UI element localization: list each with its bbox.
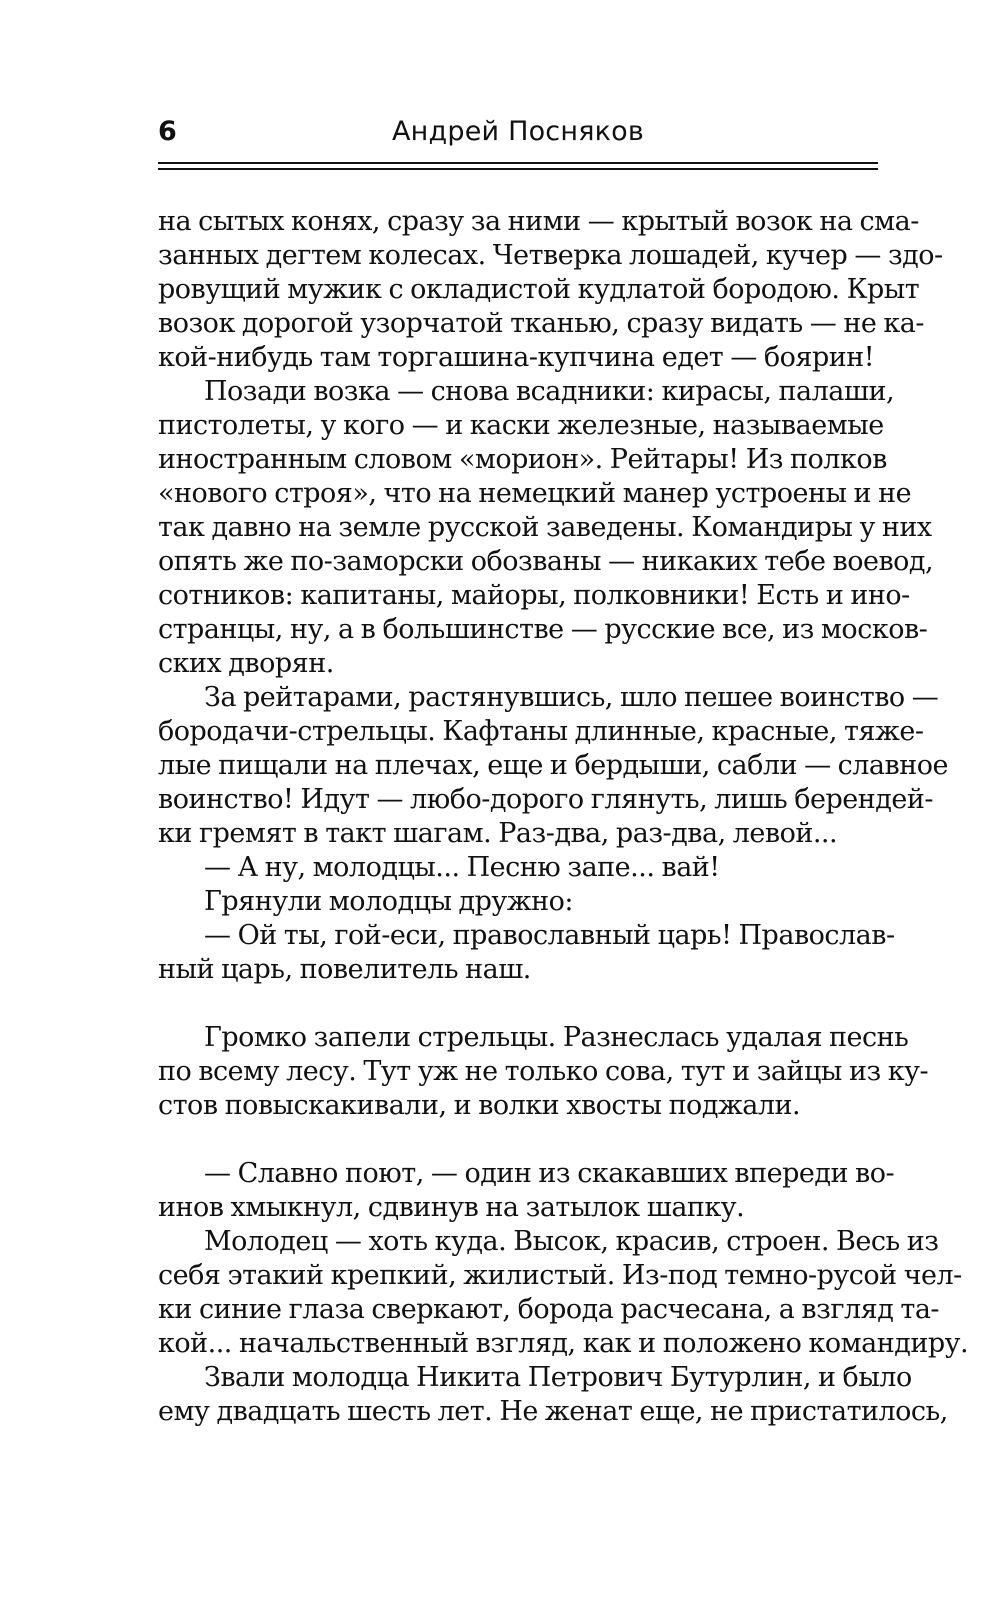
paragraph-gap bbox=[158, 987, 878, 1021]
text-line: «нового строя», что на немецкий манер устроены и не bbox=[158, 478, 912, 509]
page-number: 6 bbox=[158, 116, 177, 147]
text-line: инов хмыкнул, сдвинув на затылок шапку. bbox=[158, 1192, 745, 1223]
text-line: ки синие глаза сверкают, борода расчесана, а взгляд та- bbox=[158, 1294, 940, 1325]
text-line: пистолеты, у кого — и каски железные, называемые bbox=[158, 410, 884, 441]
text-line: Звали молодца Никита Петрович Бутурлин, и было bbox=[204, 1362, 912, 1393]
text-line: — А ну, молодцы... Песню запе... вай! bbox=[204, 852, 720, 883]
text-line: ный царь, повелитель наш. bbox=[158, 954, 531, 985]
text-line: сотников: капитаны, майоры, полковники! Есть и ино- bbox=[158, 580, 910, 611]
text-line: За рейтарами, растянувшись, шло пешее воинство — bbox=[204, 682, 939, 713]
text-line: ки гремят в такт шагам. Раз-два, раз-два, левой... bbox=[158, 818, 838, 849]
text-line: ских дворян. bbox=[158, 648, 334, 679]
text-line: Грянули молодцы дружно: bbox=[204, 886, 574, 917]
body-text bbox=[158, 205, 969, 1429]
text-line: занных дегтем колесах. Четверка лошадей, кучер — здо- bbox=[158, 240, 943, 271]
text-line: бородачи-стрельцы. Кафтаны длинные, красные, тяже- bbox=[158, 716, 924, 747]
text-line: странцы, ну, а в большинстве — русские все, из москов- bbox=[158, 614, 928, 645]
text-line: лые пищали на плечах, еще и бердыши, сабли — славное bbox=[158, 750, 948, 781]
running-title: Андрей Посняков bbox=[392, 116, 644, 147]
text-line: ровущий мужик с окладистой кудлатой бородою. Крыт bbox=[158, 274, 920, 305]
text-line: Громко запели стрельцы. Разнеслась удалая песнь bbox=[204, 1022, 909, 1053]
text-line: кой-нибудь там торгашина-купчина едет — боярин! bbox=[158, 342, 875, 373]
text-line: ему двадцать шесть лет. Не женат еще, не пристатилось, bbox=[158, 1396, 948, 1427]
header-rule-top bbox=[158, 162, 878, 164]
text-line: — Славно поют, — один из скакавших впереди во- bbox=[204, 1158, 895, 1189]
text-line: воинство! Идут — любо-дорого глянуть, лишь берендей- bbox=[158, 784, 934, 815]
text-line: на сытых конях, сразу за ними — крытый возок на сма- bbox=[158, 206, 919, 237]
text-line: себя этакий крепкий, жилистый. Из-под темно-русой чел- bbox=[158, 1260, 962, 1291]
text-line: кой... начальственный взгляд, как и положено командиру. bbox=[158, 1328, 969, 1359]
text-line: Молодец — хоть куда. Высок, красив, строен. Весь из bbox=[204, 1226, 939, 1257]
text-line: Позади возка — снова всадники: кирасы, палаши, bbox=[204, 376, 895, 407]
text-line: так давно на земле русской заведены. Командиры у них bbox=[158, 512, 932, 543]
text-line: — Ой ты, гой-еси, православный царь! Православ- bbox=[204, 920, 895, 951]
paragraph-gap bbox=[158, 1123, 878, 1157]
page-header bbox=[158, 112, 878, 152]
text-line: опять же по-заморски обозваны — никаких тебе воевод, bbox=[158, 546, 934, 577]
header-rule-bottom bbox=[158, 168, 878, 170]
text-line: по всему лесу. Тут уж не только сова, тут и зайцы из ку- bbox=[158, 1056, 929, 1087]
text-line: возок дорогой узорчатой тканью, сразу видать — не ка- bbox=[158, 308, 925, 339]
text-line: стов повыскакивали, и волки хвосты поджали. bbox=[158, 1090, 801, 1121]
text-line: иностранным словом «морион». Рейтары! Из полков bbox=[158, 444, 887, 475]
